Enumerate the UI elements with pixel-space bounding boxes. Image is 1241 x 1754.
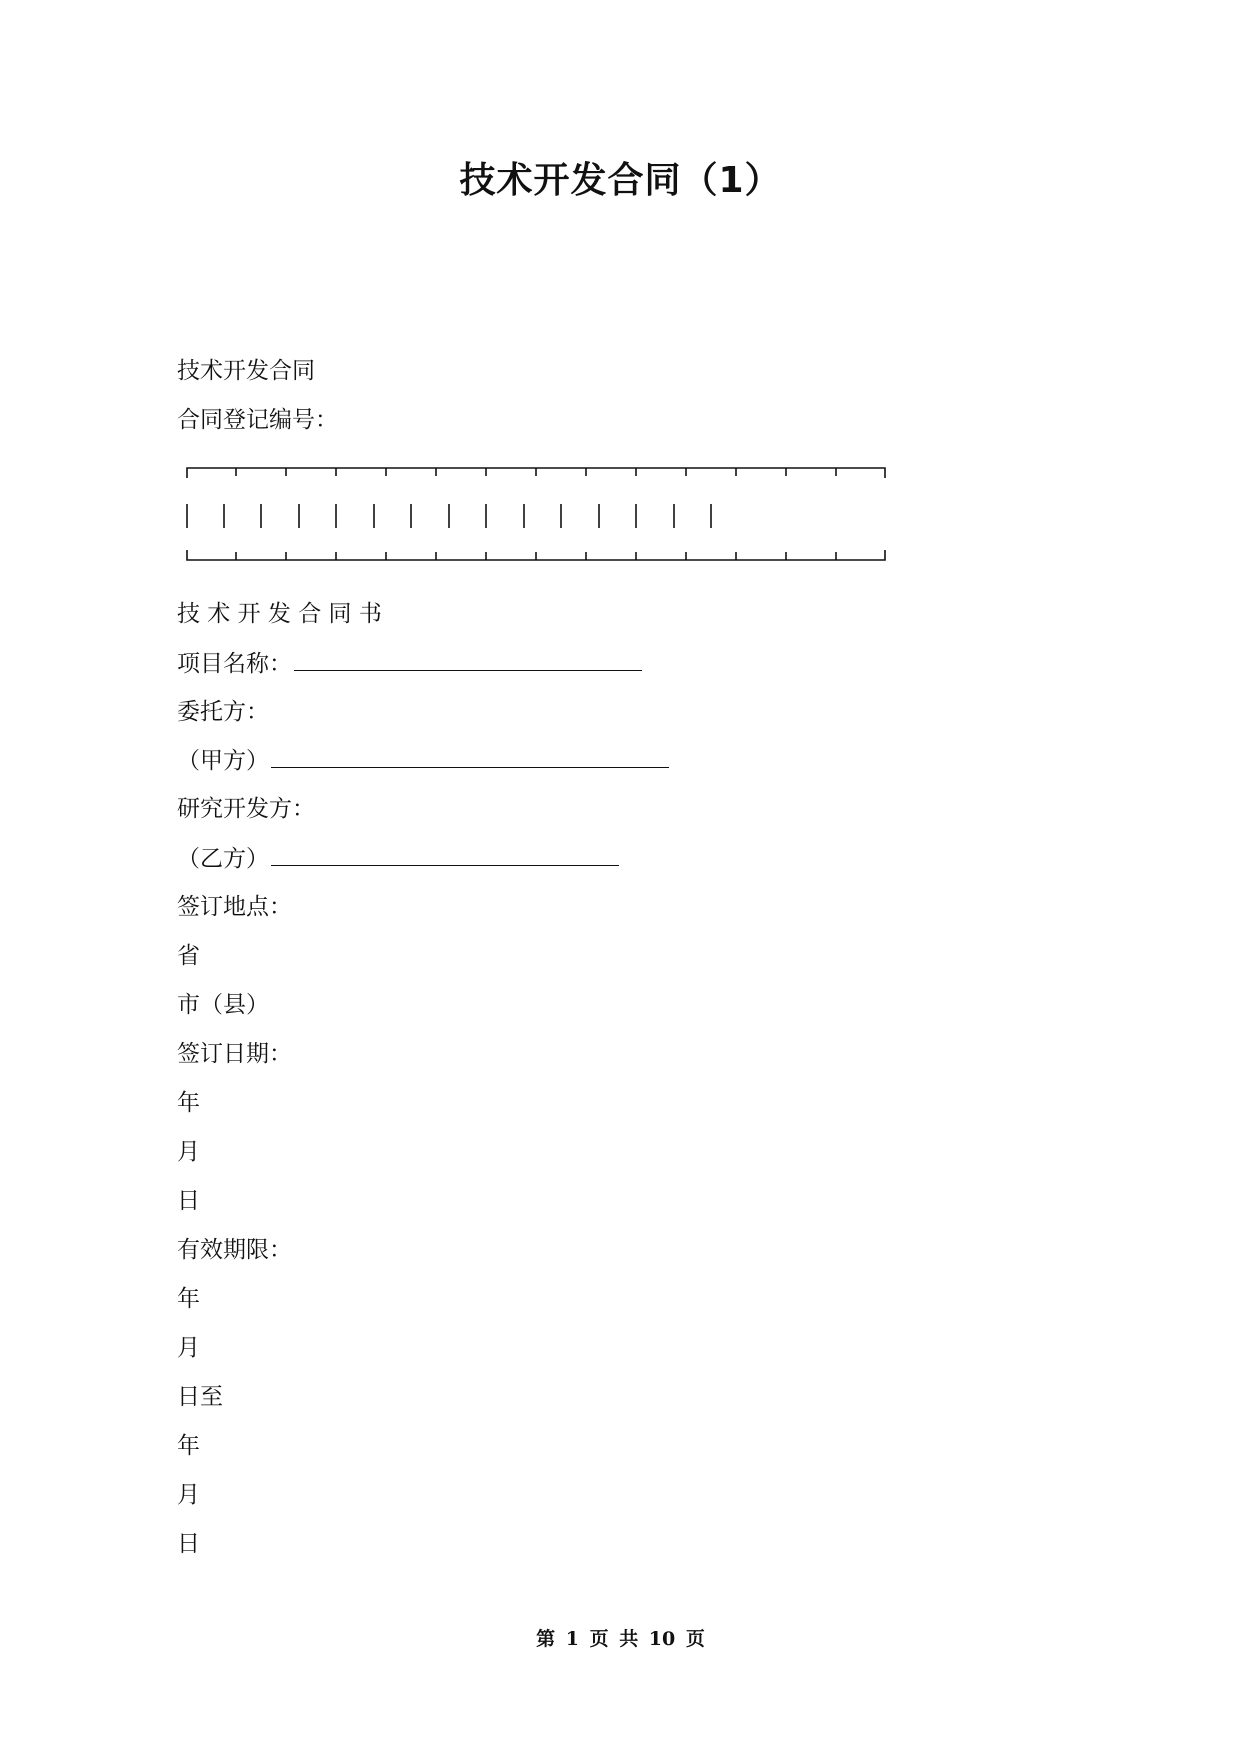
client-label: 委托方： [177, 699, 269, 725]
registration-box-cell-dividers [187, 504, 711, 528]
cover-title: 技 术 开 发 合 同 书 [177, 601, 382, 627]
validity-start-day-to-label: 日至 [177, 1384, 223, 1410]
validity-label: 有效期限： [177, 1237, 292, 1263]
party-a-row [177, 745, 669, 776]
registration-box-bottom-border [187, 550, 885, 560]
party-b-row [177, 843, 619, 874]
validity-end-day-label: 日 [177, 1531, 200, 1557]
party-b-blank [271, 843, 619, 866]
registration-number-box [186, 464, 886, 570]
project-name-label: 项目名称： [177, 651, 292, 677]
validity-end-year-label: 年 [177, 1433, 200, 1459]
page-footer: 第 1 页 共 10 页 [536, 1628, 705, 1650]
validity-start-month-label: 月 [177, 1335, 200, 1361]
registration-box-top-border [187, 468, 885, 478]
city-county-label: 市（县） [177, 992, 269, 1018]
registration-number-label: 合同登记编号： [177, 407, 338, 433]
signing-year-label: 年 [177, 1090, 200, 1116]
project-name-blank [294, 648, 642, 671]
party-a-label: （甲方） [177, 748, 269, 774]
party-b-label: （乙方） [177, 846, 269, 872]
province-label: 省 [177, 943, 200, 969]
validity-end-month-label: 月 [177, 1482, 200, 1508]
signing-month-label: 月 [177, 1139, 200, 1165]
party-a-blank [271, 745, 669, 768]
contract-name-heading: 技术开发合同 [177, 358, 315, 384]
validity-start-year-label: 年 [177, 1286, 200, 1312]
project-name-row [177, 648, 642, 679]
signing-day-label: 日 [177, 1188, 200, 1214]
developer-label: 研究开发方： [177, 796, 315, 822]
signing-date-label: 签订日期： [177, 1041, 292, 1067]
signing-place-label: 签订地点： [177, 894, 292, 920]
page-title: 技术开发合同（1） [459, 160, 782, 201]
